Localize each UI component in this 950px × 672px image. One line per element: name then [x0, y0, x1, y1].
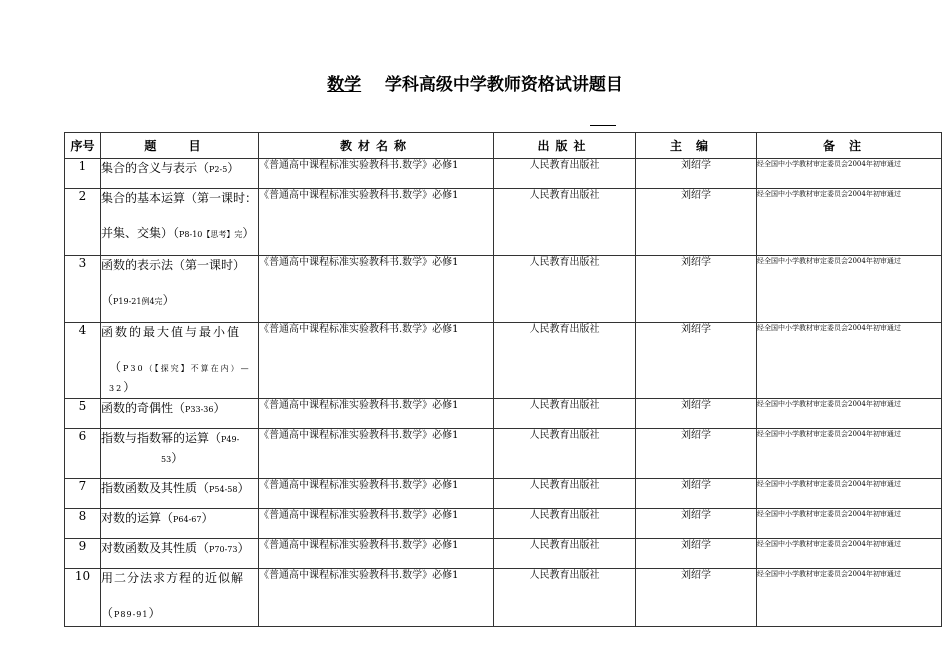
- topic-text: 用二分法求方程的近似解: [101, 571, 245, 585]
- row-publisher: 人民教育出版社: [494, 256, 636, 323]
- topic2-pages: P19-21例4完: [113, 297, 163, 306]
- row-note: 经全国中小学教材审定委员会2004年初审通过: [757, 569, 942, 627]
- topic-close: ）: [201, 511, 214, 525]
- topic2-close: ）: [242, 226, 255, 240]
- title-text: 学科高级中学教师资格试讲题目: [384, 75, 623, 95]
- header-no: 序号: [65, 133, 101, 159]
- topic-text: 指数函数及其性质（: [101, 481, 210, 495]
- row-publisher: 人民教育出版社: [494, 539, 636, 569]
- row-publisher: 人民教育出版社: [494, 509, 636, 539]
- underline-blank: [590, 125, 616, 126]
- row-number: 9: [65, 539, 101, 569]
- topic2-close: ）: [123, 380, 138, 394]
- row-editor: 刘绍学: [636, 323, 757, 399]
- exam-topics-table: [64, 132, 942, 627]
- table-row: [65, 256, 942, 323]
- row-book: 《普通高中课程标准实验教科书.数学》必修1: [259, 399, 494, 429]
- topic-line-2: [101, 291, 258, 311]
- topic2-pages: 53: [161, 455, 172, 464]
- row-number: 7: [65, 479, 101, 509]
- row-note: 经全国中小学教材审定委员会2004年初审通过: [757, 159, 942, 189]
- row-editor: 刘绍学: [636, 256, 757, 323]
- header-editor: 主编: [636, 133, 757, 159]
- topic-line-1: [101, 431, 239, 445]
- topic2-close: ）: [148, 606, 162, 620]
- topic2-text: （: [101, 293, 114, 307]
- table-row: [65, 399, 942, 429]
- row-topic: [101, 159, 259, 189]
- topic-close: ）: [237, 481, 250, 495]
- topic-line-2: [101, 604, 258, 624]
- row-note: 经全国中小学教材审定委员会2004年初审通过: [757, 479, 942, 509]
- topic-pages: P54-58: [209, 485, 238, 494]
- row-publisher: 人民教育出版社: [494, 159, 636, 189]
- topic2-close: ）: [162, 293, 175, 307]
- row-note: 经全国中小学教材审定委员会2004年初审通过: [757, 509, 942, 539]
- row-book: 《普通高中课程标准实验教科书.数学》必修1: [259, 323, 494, 399]
- table-body: [65, 159, 942, 627]
- row-editor: 刘绍学: [636, 479, 757, 509]
- topic2-text: （: [109, 360, 124, 374]
- topic-text: 函数的表示法（第一课时）: [101, 258, 246, 272]
- table-row: [65, 159, 942, 189]
- row-note: 经全国中小学教材审定委员会2004年初审通过: [757, 399, 942, 429]
- row-note: 经全国中小学教材审定委员会2004年初审通过: [757, 189, 942, 256]
- row-book: 《普通高中课程标准实验教科书.数学》必修1: [259, 509, 494, 539]
- topic-line-2: [101, 358, 258, 398]
- row-book: 《普通高中课程标准实验教科书.数学》必修1: [259, 159, 494, 189]
- topic-line-1: [101, 401, 225, 415]
- row-book: 《普通高中课程标准实验教科书.数学》必修1: [259, 189, 494, 256]
- topic-close: ）: [227, 161, 240, 175]
- row-topic: [101, 569, 259, 627]
- row-book: 《普通高中课程标准实验教科书.数学》必修1: [259, 256, 494, 323]
- topic-text: 对数的运算（: [101, 511, 174, 525]
- row-editor: 刘绍学: [636, 569, 757, 627]
- row-publisher: 人民教育出版社: [494, 429, 636, 479]
- table-row: [65, 539, 942, 569]
- row-number: 6: [65, 429, 101, 479]
- row-number: 5: [65, 399, 101, 429]
- row-editor: 刘绍学: [636, 509, 757, 539]
- topic-line-1: [101, 571, 244, 585]
- header-note: 备注: [757, 133, 942, 159]
- row-number: 4: [65, 323, 101, 399]
- row-publisher: 人民教育出版社: [494, 479, 636, 509]
- row-publisher: 人民教育出版社: [494, 569, 636, 627]
- row-topic: [101, 509, 259, 539]
- row-publisher: 人民教育出版社: [494, 323, 636, 399]
- topic2-pages: P8-10【思考】完: [179, 230, 243, 239]
- topic2-text: （: [101, 606, 115, 620]
- row-number: 1: [65, 159, 101, 189]
- table-row: [65, 479, 942, 509]
- row-publisher: 人民教育出版社: [494, 189, 636, 256]
- table-row: [65, 189, 942, 256]
- topic2-text: 并集、交集）（: [101, 226, 180, 240]
- row-editor: 刘绍学: [636, 189, 757, 256]
- row-number: 10: [65, 569, 101, 627]
- row-number: 3: [65, 256, 101, 323]
- topic-line-1: [101, 258, 245, 272]
- row-publisher: 人民教育出版社: [494, 399, 636, 429]
- topic-pages: P70-73: [209, 545, 238, 554]
- topic-pages: P49-: [221, 435, 240, 444]
- topic-line-1: [101, 541, 249, 555]
- row-note: 经全国中小学教材审定委员会2004年初审通过: [757, 323, 942, 399]
- row-editor: 刘绍学: [636, 539, 757, 569]
- topic-line-2: [101, 224, 258, 244]
- header-book: 教材名称: [259, 133, 494, 159]
- topic-text: 函数的最大值与最小值: [101, 325, 242, 339]
- topic2-close: ）: [171, 451, 184, 465]
- row-book: 《普通高中课程标准实验教科书.数学》必修1: [259, 429, 494, 479]
- table-row: [65, 429, 942, 479]
- row-editor: 刘绍学: [636, 429, 757, 479]
- topic-line-1: [101, 161, 239, 175]
- topic-text: 函数的奇偶性（: [101, 401, 186, 415]
- header-publisher: 出版社: [494, 133, 636, 159]
- topic-text: 集合的含义与表示（: [101, 161, 210, 175]
- subject-name: 数学: [327, 75, 362, 95]
- table-row: [65, 323, 942, 399]
- topic-pages: P33-36: [185, 405, 214, 414]
- row-topic: [101, 399, 259, 429]
- topic2-pages: P89-91: [114, 610, 149, 619]
- row-note: 经全国中小学教材审定委员会2004年初审通过: [757, 256, 942, 323]
- topic-pages: P64-67: [173, 515, 202, 524]
- topic-text: 指数与指数幂的运算（: [101, 431, 222, 445]
- row-note: 经全国中小学教材审定委员会2004年初审通过: [757, 539, 942, 569]
- document-title: [0, 73, 950, 97]
- topic-line-1: [101, 481, 249, 495]
- row-book: 《普通高中课程标准实验教科书.数学》必修1: [259, 539, 494, 569]
- topic-pages: P2-5: [209, 165, 228, 174]
- row-topic: [101, 479, 259, 509]
- row-note: 经全国中小学教材审定委员会2004年初审通过: [757, 429, 942, 479]
- topic2-pages: P30（【探究】不算在内）—32: [109, 364, 251, 393]
- row-editor: 刘绍学: [636, 159, 757, 189]
- table-row: [65, 509, 942, 539]
- row-book: 《普通高中课程标准实验教科书.数学》必修1: [259, 479, 494, 509]
- topic-close: ）: [213, 401, 226, 415]
- row-topic: [101, 429, 259, 479]
- row-editor: 刘绍学: [636, 399, 757, 429]
- table-row: [65, 569, 942, 627]
- row-number: 2: [65, 189, 101, 256]
- header-row: [65, 133, 942, 159]
- topic-text: 集合的基本运算（第一课时：: [101, 191, 258, 205]
- row-book: 《普通高中课程标准实验教科书.数学》必修1: [259, 569, 494, 627]
- row-topic: [101, 189, 259, 256]
- topic-line-1: [101, 325, 241, 339]
- topic-line-2: [101, 449, 258, 469]
- row-number: 8: [65, 509, 101, 539]
- header-topic: 题 目: [101, 133, 259, 159]
- row-topic: [101, 256, 259, 323]
- topic-line-1: [101, 511, 213, 525]
- row-topic: [101, 323, 259, 399]
- topic-line-1: [101, 191, 257, 205]
- row-topic: [101, 539, 259, 569]
- topic-text: 对数函数及其性质（: [101, 541, 210, 555]
- topic-close: ）: [237, 541, 250, 555]
